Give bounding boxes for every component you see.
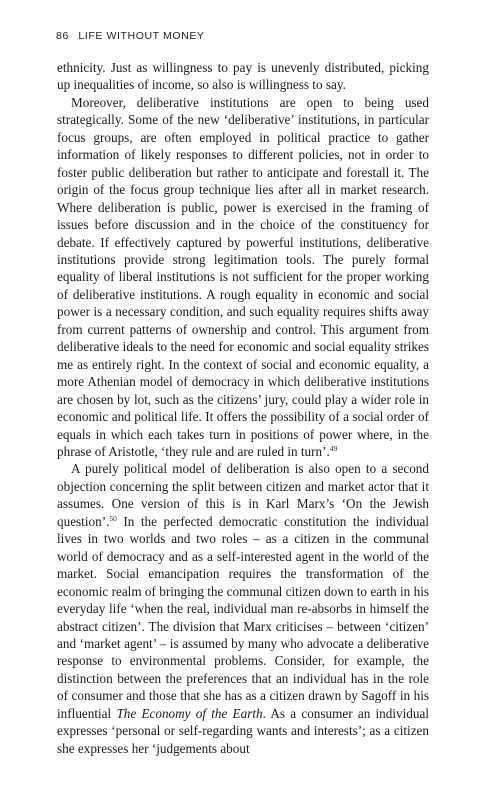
- text-run: A purely political model of deliberation is also open to a second objection concerning the split between citizen and market actor that it assumes. One version of this is in Karl Marx’s ‘On the Jewish question’.: [57, 461, 429, 529]
- text-run: . As a consumer an individual expresses ‘personal or self-regarding wants and interests’; as a citizen she expresses her ‘judgements about: [57, 705, 429, 756]
- running-title: LIFE WITHOUT MONEY: [78, 30, 205, 42]
- footnote-marker: 49: [329, 443, 338, 453]
- paragraph: [57, 460, 429, 757]
- text-run: In the perfected democratic constitution the individual lives in two worlds and two roles – as a citizen in the communal world of democracy and as a self-interested agent in the world of the market. Social emancipation requires the transformation of the economic realm of bringing the communal citizen down to earth in his everyday life ‘when the real, individual man re-absorbs in himself the abstract citizen’. The division that Marx criticises – between ‘citizen’ and ‘market agent’ – is assumed by many who advocate a deliberative response to environmental problems. Consider, for example, the distinction between the preferences that an individual has in the role of consumer and those that she has as a citizen drawn by Sagoff in his influential: [57, 513, 429, 721]
- running-header: [56, 30, 205, 42]
- text-run: ethnicity. Just as willingness to pay is unevenly distributed, picking up inequalities of income, so also is willingness to say.: [57, 60, 429, 93]
- text-run: Moreover, deliberative institutions are open to being used strategically. Some of the new ‘deliberative’ institutions, in particular focus groups, are often employed in political practice to gather information of likely responses to different policies, not in order to foster public deliberation but rather to anticipate and forestall it. The origin of the focus group technique lies after all in market research. Where deliberation is public, power is exercised in the framing of issues before discussion and in the choice of the constituency for debate. If effectively captured by powerful institutions, deliberative institutions provide strong legitimation tools. The purely formal equality of liberal institutions is not sufficient for the proper working of deliberative institutions. A rough equality in economic and social power is a necessary condition, and such equality requires shifts away from current patterns of ownership and control. This argument from deliberative ideals to the need for economic and social equality strikes me as entirely right. In the context of social and economic equality, a more Athenian model of democracy in which deliberative institutions are chosen by lot, such as the citizens’ jury, could play a wider role in economic and political life. It offers the possibility of a social order of equals in which each takes turn in positions of power where, in the phrase of Aristotle, ‘they rule and are ruled in turn’.: [57, 94, 429, 459]
- paragraph: [57, 94, 429, 461]
- body-text: [57, 59, 429, 757]
- book-title: The Economy of the Earth: [116, 705, 263, 721]
- page-number: 86: [56, 30, 69, 42]
- footnote-marker: 50: [109, 513, 117, 523]
- paragraph: [57, 59, 429, 94]
